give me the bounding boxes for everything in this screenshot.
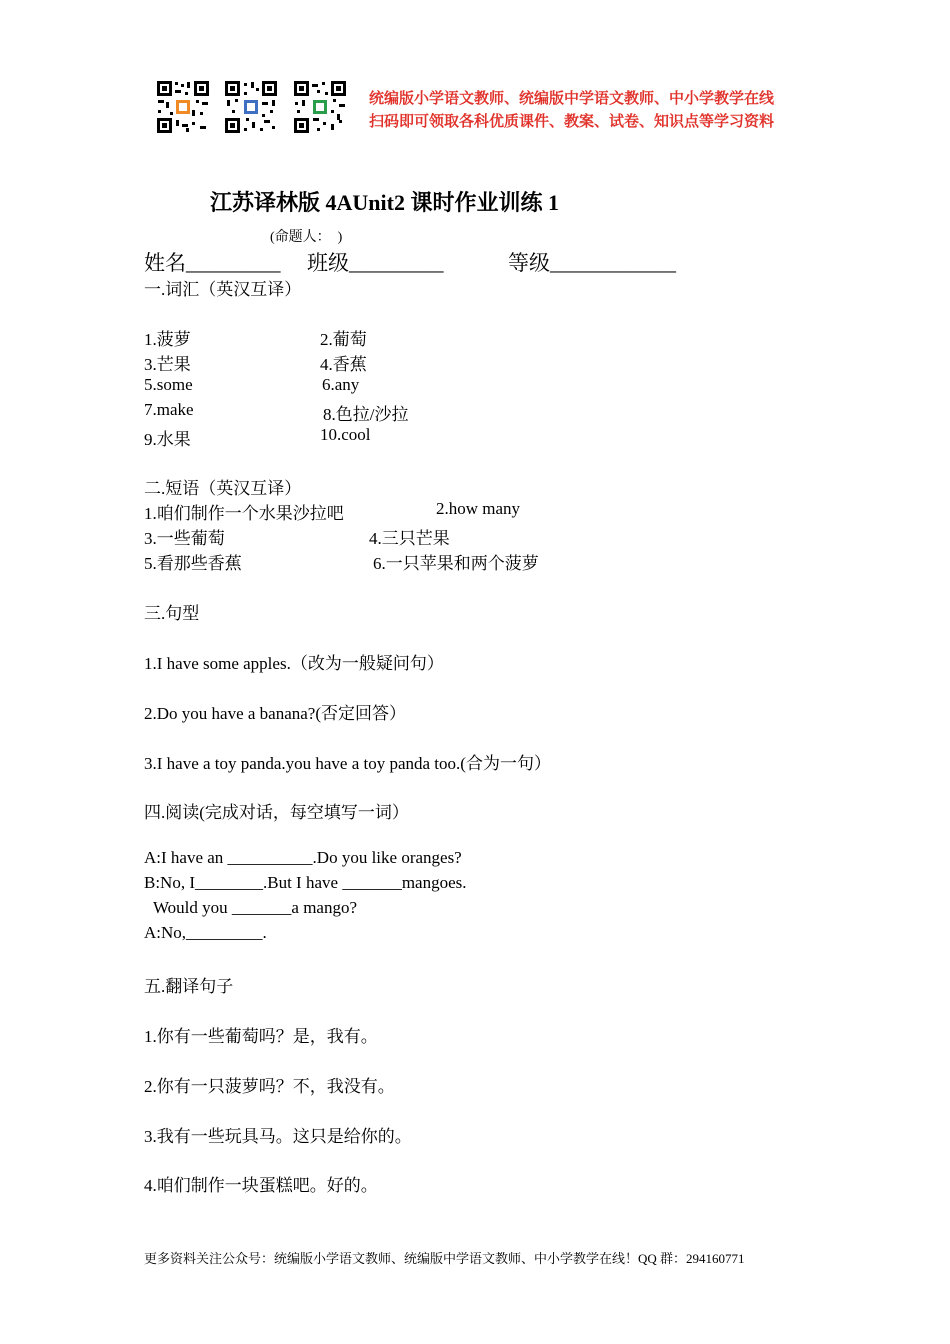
page-title: 江苏译林版 4AUnit2 课时作业训练 1: [210, 190, 559, 215]
dialog-line: A:No,_________.: [144, 923, 267, 942]
qr-code-3: [293, 80, 347, 134]
section-4-heading: 四.阅读(完成对话，每空填写一词）: [144, 803, 409, 822]
vocab-item: 6.any: [322, 375, 360, 394]
translation-item: 2.你有一只菠萝吗？不，我没有。: [144, 1077, 395, 1096]
footer-text: 更多资料关注公众号：统编版小学语文教师、统编版中学语文教师、中小学教学在线！QQ 群：294160771: [144, 1251, 745, 1266]
author-line: (命题人： ): [270, 230, 343, 245]
section-5-heading: 五.翻译句子: [144, 977, 234, 996]
vocab-item: 4.香蕉: [320, 355, 367, 374]
sentence-item: 2.Do you have a banana?(否定回答）: [144, 704, 407, 723]
grade-field: 等级____________: [508, 251, 676, 275]
class-field: 班级_________: [307, 251, 444, 275]
vocab-item: 10.cool: [320, 425, 371, 444]
phrase-item: 3.一些葡萄: [144, 529, 225, 548]
phrase-item: 1.咱们制作一个水果沙拉吧: [144, 504, 344, 523]
name-field: 姓名_________: [144, 251, 281, 275]
phrase-item: 2.how many: [436, 499, 521, 518]
vocab-item: 5.some: [144, 375, 193, 394]
translation-item: 4.咱们制作一块蛋糕吧。好的。: [144, 1176, 378, 1195]
sentence-item: 3.I have a toy panda.you have a toy panda too.(合为一句）: [144, 754, 551, 773]
vocab-item: 9.水果: [144, 430, 191, 449]
phrase-item: 4.三只芒果: [369, 529, 450, 548]
vocab-item: 3.芒果: [144, 355, 191, 374]
vocab-item: 2.葡萄: [320, 330, 367, 349]
qr-code-2: [224, 80, 278, 134]
translation-item: 3.我有一些玩具马。这只是给你的。: [144, 1127, 412, 1146]
dialog-line: B:No, I________.But I have _______mangoes.: [144, 873, 467, 892]
vocab-item: 7.make: [144, 400, 194, 419]
dialog-line: A:I have an __________.Do you like oranges?: [144, 848, 462, 867]
banner-line-2: 扫码即可领取各科优质课件、教案、试卷、知识点等学习资料: [369, 112, 775, 130]
vocab-item: 8.色拉/沙拉: [323, 405, 409, 424]
qr-code-1: [156, 80, 210, 134]
dialog-line: Would you _______a mango?: [153, 898, 358, 917]
vocab-item: 1.菠萝: [144, 330, 191, 349]
banner-line-1: 统编版小学语文教师、统编版中学语文教师、中小学教学在线: [369, 89, 775, 107]
section-1-heading: 一.词汇（英汉互译）: [144, 280, 302, 299]
phrase-item: 5.看那些香蕉: [144, 554, 242, 573]
translation-item: 1.你有一些葡萄吗？是，我有。: [144, 1027, 378, 1046]
section-3-heading: 三.句型: [144, 604, 200, 623]
sentence-item: 1.I have some apples.（改为一般疑问句）: [144, 654, 444, 673]
phrase-item: 6.一只苹果和两个菠萝: [373, 554, 539, 573]
section-2-heading: 二.短语（英汉互译）: [144, 479, 302, 498]
